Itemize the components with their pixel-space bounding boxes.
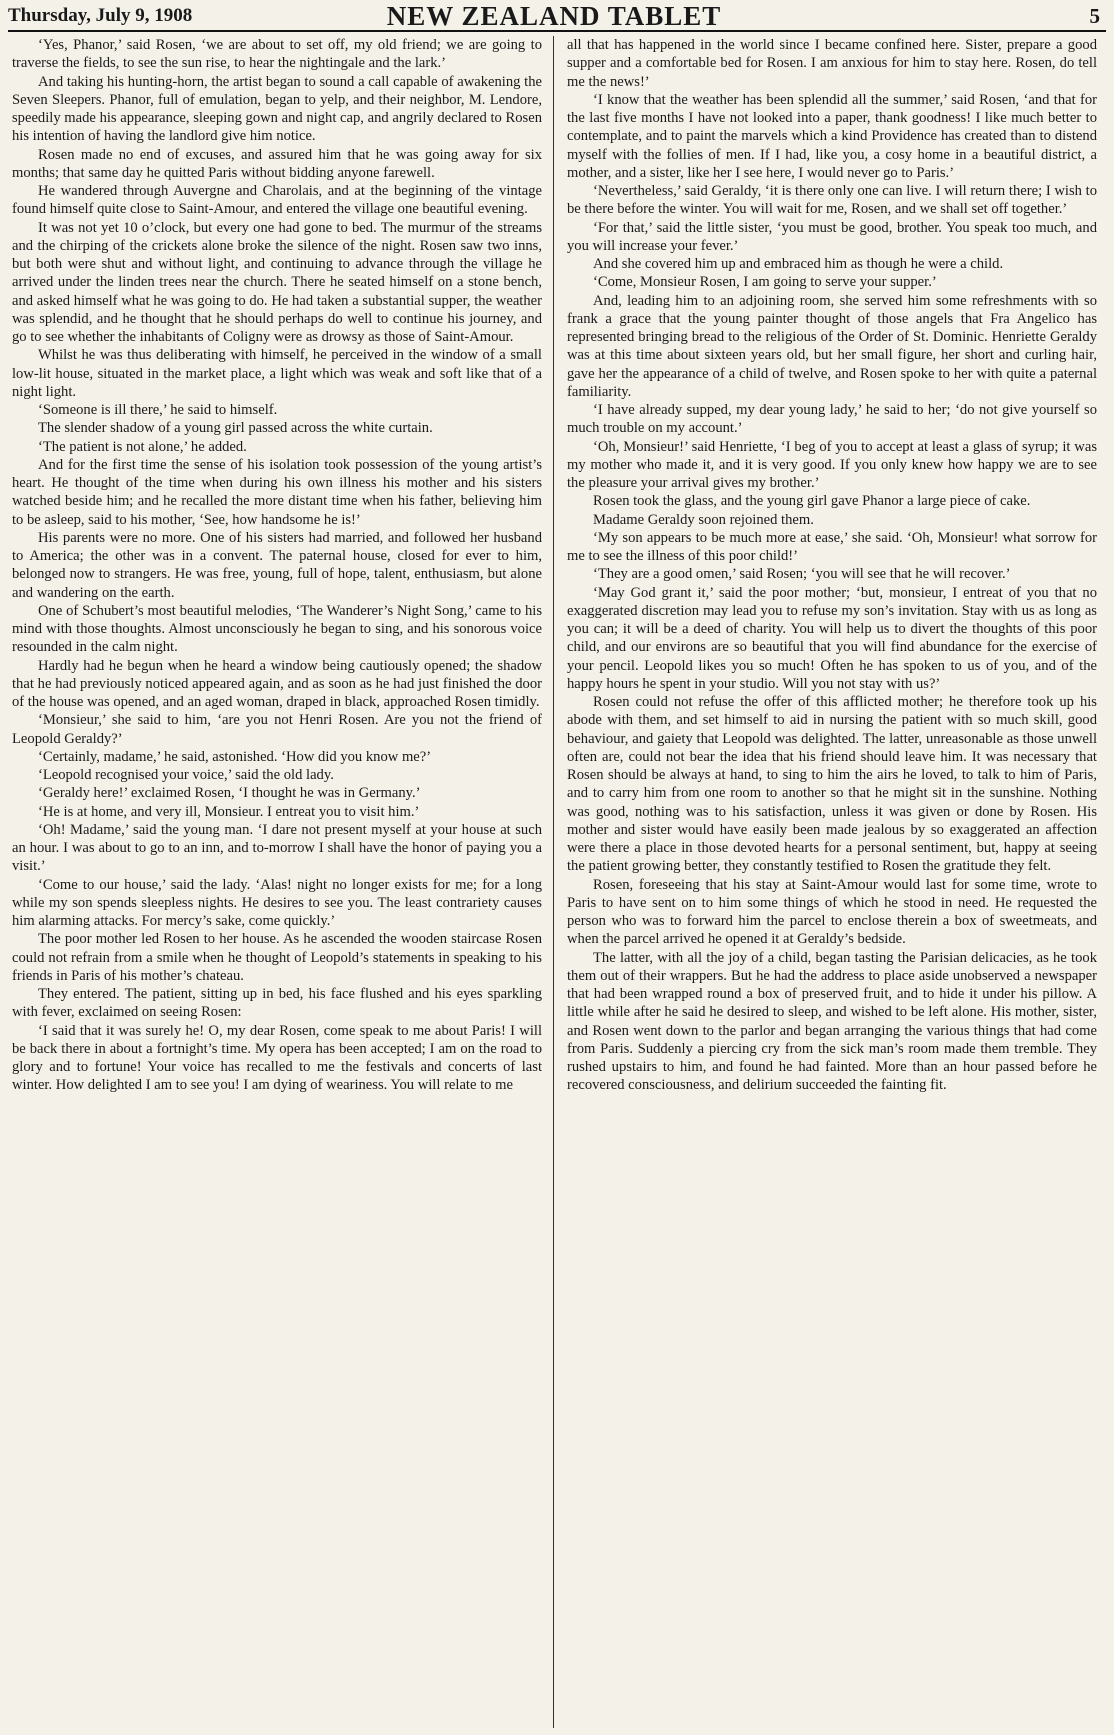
paragraph: ‘Oh! Madame,’ said the young man. ‘I dare not present myself at your house at such an hour. I was about to go to an inn, and to-morrow I shall have the honor of paying you a visit.’ (12, 821, 542, 875)
paragraph: ‘Monsieur,’ she said to him, ‘are you not Henri Rosen. Are you not the friend of Leopold Geraldy?’ (12, 712, 542, 747)
paragraph: The latter, with all the joy of a child, began tasting the Parisian delicacies, as he took them out of their wrappers. But he had the address to place aside unobserved a newspaper that had been wrapped round a box of preserved fruit, and to hide it under his pillow. A little while after he said he desired to sleep, and wished to be left alone. His mother, sister, and Rosen went down to the parlor and began arranging the various things that had come from Paris. Suddenly a piercing cry from the sick man’s room made them tremble. They rushed upstairs to him, and found he had fainted. More than an hour passed before he recovered consciousness, and delirium succeeded the fainting fit. (567, 949, 1097, 1094)
paragraph: The poor mother led Rosen to her house. As he ascended the wooden staircase Rosen could not refrain from a smile when he thought of Leopold’s statements in speaking to his friends in Paris of his mother’s chateau. (12, 931, 542, 984)
header-date: Thursday, July 9, 1908 (8, 5, 193, 26)
paragraph: ‘Certainly, madame,’ he said, astonished. ‘How did you know me?’ (38, 748, 432, 765)
paragraph: The slender shadow of a young girl passed across the white curtain. (38, 420, 433, 437)
paragraph: Rosen made no end of excuses, and assured him that he was going away for six months; that same day he quitted Paris without bidding anyone farewell. (12, 146, 542, 181)
paragraph: ‘Nevertheless,’ said Geraldy, ‘it is there only one can live. I will return there; I wish to be there before the winter. You will wait for me, Rosen, and we shall set off together.’ (567, 183, 1097, 218)
paragraph: ‘Someone is ill there,’ he said to himself. (38, 402, 278, 418)
paragraph: ‘Geraldy here!’ exclaimed Rosen, ‘I thought he was in Germany.’ (38, 785, 421, 802)
paragraph: ‘Yes, Phanor,’ said Rosen, ‘we are about to set off, my old friend; we are going to traverse the fields, to see the sun rise, to hear the nightingale and the lark.’ (12, 37, 542, 72)
paragraph: And for the first time the sense of his isolation took possession of the young artist’s heart. He thought of the time when during his own illness his mother and his sisters watched beside him; and he recalled the more distant time when his father, believing him to be asleep, said to his mother, ‘See, how handsome he is!’ (12, 456, 542, 528)
paragraph: ‘They are a good omen,’ said Rosen; ‘you will see that he will recover.’ (593, 566, 1011, 583)
paragraph: And she covered him up and embraced him as though he were a child. (593, 256, 1004, 272)
paragraph: ‘Oh, Monsieur!’ said Henriette, ‘I beg of you to accept at least a glass of syrup; it was my mother who made it, and it is very good. If you only knew how happy we are to see the pleasure your arrival gives my brother.’ (567, 438, 1097, 491)
paragraph: ‘My son appears to be much more at ease,’ she said. ‘Oh, Monsieur! what sorrow for me to see the illness of this poor child!’ (567, 529, 1097, 564)
left-column (12, 36, 542, 1095)
paragraph: His parents were no more. One of his sisters had married, and followed her husband to America; the other was in a convent. The paternal house, closed for ever to him, belonged now to strangers. He was free, young, full of hope, talent, enthusiasm, but alone and wandering on the earth. (12, 529, 542, 601)
paragraph: Rosen took the glass, and the young girl gave Phanor a large piece of cake. (593, 493, 1031, 510)
paragraph: Whilst he was thus deliberating with himself, he perceived in the window of a small low-lit house, situated in the market place, a light which was weak and soft like that of a night light. (12, 347, 542, 400)
paragraph: ‘The patient is not alone,’ he added. (38, 438, 247, 455)
paragraph: ‘May God grant it,’ said the poor mother; ‘but, monsieur, I entreat of you that no exaggerated discretion may lead you to refuse my son’s invitation. Stay with us as long as you can; it will be a deed of charity. You will help us to divert the thoughts of this poor child, and our environs are so beautiful that you will find abundance for the exercise of your pencil. Leopold likes you so much! Often he has spoken to us of you, and of the happy hours he spent in your studio. Will you not stay with us?’ (567, 584, 1097, 692)
right-column (567, 36, 1097, 1095)
page-number: 5 (1089, 3, 1100, 28)
column-rule (553, 36, 554, 1728)
paragraph: ‘Leopold recognised your voice,’ said the old lady. (38, 767, 334, 783)
paragraph: Rosen, foreseeing that his stay at Saint-Amour would last for some time, wrote to Paris to have sent on to him some things of which he stood in need. He requested the person who was to forward him the parcel to enclose therein a box of sweetmeats, and when the parcel arrived he opened it at Geraldy’s bedside. (567, 876, 1097, 948)
paragraph: ‘I know that the weather has been splendid all the summer,’ said Rosen, ‘and that for the last five months I have not looked into a paper, thank goodness! I like much better to contemplate, and to paint the marvels which a kind Providence has created than to distend myself with the follies of men. If I had, like you, a cosy home in a beautiful district, a mother, and a sister, like her I see here, I would never go to Paris.’ (567, 91, 1097, 181)
paragraph: And, leading him to an adjoining room, she served him some refreshments with so frank a grace that the young painter thought of those angels that Fra Angelico has represented bringing bread to the religious of the Order of St. Dominic. Henriette Geraldy was at this time about sixteen years old, but her small figure, her short and curling hair, gave her the appearance of a child of twelve, and Rosen spoke to her with quite a paternal familiarity. (567, 292, 1097, 400)
paragraph: ‘I have already supped, my dear young lady,’ he said to her; ‘do not give yourself so much trouble on my account.’ (567, 402, 1097, 437)
paragraph: all that has happened in the world since I became confined here. Sister, prepare a good supper and a comfortable bed for Rosen. I am anxious for him to stay here. Rosen, do tell me the news!’ (567, 37, 1097, 90)
masthead-title: NEW ZEALAND TABLET (386, 0, 722, 31)
paragraph: Rosen could not refuse the offer of this afflicted mother; he therefore took up his abode with them, and set himself to aid in nursing the patient with so much skill, good behaviour, and gaiety that Leopold was delighted. The latter, unreasonable as those unwell often are, could not bear the idea that his friend should leave him. It was necessary that Rosen should be always at hand, to sing to him the airs he loved, to talk to him of Paris, and to carry him from one room to another so that he might sit in the sunshine. Nothing was good, nothing was to his satisfaction, unless it was given or done by Rosen. His mother and sister would have easily been made jealous by so exaggerated an affection were there a place in those devoted hearts for a personal sentiment, but, happy at seeing the patient growing better, they constantly testified to Rosen the gratitude they felt. (567, 694, 1097, 875)
paragraph: And taking his hunting-horn, the artist began to sound a call capable of awakening the Seven Sleepers. Phanor, full of emulation, began to yelp, and their neighbor, M. Lendore, speedily made his appearance, sleeping gown and night cap, and angrily declared to Rosen his intention of having the landlord give him notice. (12, 73, 542, 145)
paragraph: ‘For that,’ said the little sister, ‘you must be good, brother. You speak too much, and you will increase your fever.’ (567, 219, 1097, 254)
paragraph: Madame Geraldy soon rejoined them. (593, 511, 814, 528)
paragraph: He wandered through Auvergne and Charolais, and at the beginning of the vintage found himself quite close to Saint-Amour, and entered the village one beautiful evening. (12, 183, 542, 218)
paragraph: ‘I said that it was surely he! O, my dear Rosen, come speak to me about Paris! I will be back there in about a fortnight’s time. My opera has been accepted; I am on the road to glory and to fortune! Your voice has recalled to me the festivals and concerts of last winter. How delighted I am to see you! I am dying of weariness. You will relate to me (12, 1022, 542, 1094)
paragraph: One of Schubert’s most beautiful melodies, ‘The Wanderer’s Night Song,’ came to his mind with those thoughts. Almost unconsciously he began to sing, and his sonorous voice resounded in the calm night. (12, 602, 542, 656)
paragraph: It was not yet 10 o’clock, but every one had gone to bed. The murmur of the streams and the chirping of the crickets alone broke the silence of the night. Rosen saw two inns, but both were shut and without light, and continuing to advance through the village he arrived under the linden trees near the church. There he seated himself on a stone bench, and asked himself what he was going to do. He had taken a substantial supper, the weather was splendid, and he thought that he should perhaps do well to continue his journey, and go to see whether the inhabitants of Coligny were as drowsy as those of Saint-Amour. (12, 219, 542, 345)
paragraph: ‘Come to our house,’ said the lady. ‘Alas! night no longer exists for me; for a long while my son spends sleepless nights. He desires to see you. The least contrariety causes him alarming attacks. For mercy’s sake, come quickly.’ (12, 876, 542, 929)
page-header (8, 2, 1106, 32)
paragraph: ‘Come, Monsieur Rosen, I am going to serve your supper.’ (593, 274, 937, 291)
paragraph: ‘He is at home, and very ill, Monsieur. I entreat you to visit him.’ (38, 803, 420, 820)
paragraph: They entered. The patient, sitting up in bed, his face flushed and his eyes sparkling with fever, exclaimed on seeing Rosen: (12, 986, 542, 1021)
paragraph: Hardly had he begun when he heard a window being cautiously opened; the shadow that he had previously noticed appeared again, and as soon as he had just finished the door of the house was opened, and an aged woman, draped in black, approached Rosen timidly. (12, 657, 542, 710)
